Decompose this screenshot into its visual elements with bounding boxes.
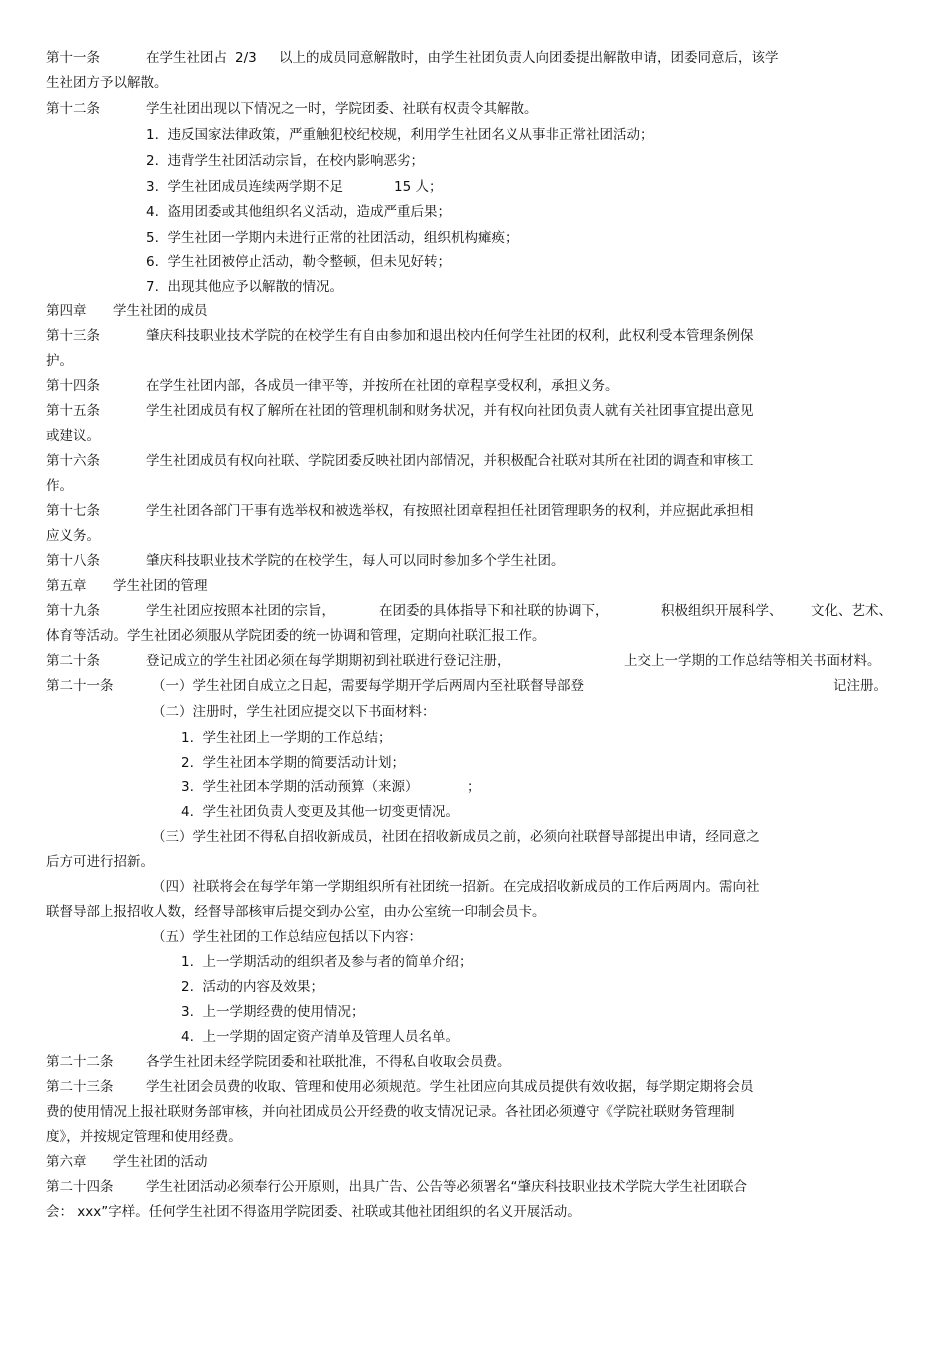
text-line-26-0: （二）注册时，学生社团应提交以下书面材料： [152, 704, 436, 720]
text-line-16-1: 学生社团成员有权向社联、学院团委反映社团内部情况，并积极配合社联对其所在社团的调查和审核工 [146, 453, 754, 469]
text-line-4-0: 2. 违背学生社团活动宗旨，在校内影响恶劣； [146, 153, 424, 169]
text-line-10-0: 第四章 [46, 303, 87, 319]
text-line-32-0: 后方可进行招新。 [46, 854, 154, 870]
text-line-19-0: 应义务。 [46, 528, 100, 544]
text-line-34-0: 联督导部上报招收人数，经督导部核审后提交到办公室，由办公室统一印制会员卡。 [46, 904, 546, 920]
text-line-28-0: 2. 学生社团本学期的简要活动计划； [181, 755, 405, 771]
text-line-11-1: 肇庆科技职业技术学院的在校学生有自由参加和退出校内任何学生社团的权利，此权利受本管理条例保 [146, 328, 754, 344]
text-line-22-2: 在团委的具体指导下和社联的协调下， [379, 603, 609, 619]
text-line-29-0: 3. 学生社团本学期的活动预算（来源） [181, 779, 419, 795]
text-line-5-0: 3. 学生社团成员连续两学期不足 [146, 179, 343, 195]
text-line-13-1: 在学生社团内部，各成员一律平等，并按所在社团的章程享受权利，承担义务。 [146, 378, 619, 394]
text-line-10-1: 学生社团的成员 [113, 303, 208, 319]
text-line-44-0: 第六章 [46, 1154, 87, 1170]
text-line-23-0: 体育等活动。学生社团必须服从学院团委的统一协调和管理，定期向社联汇报工作。 [46, 628, 546, 644]
text-line-37-0: 2. 活动的内容及效果； [181, 979, 324, 995]
text-line-20-1: 肇庆科技职业技术学院的在校学生，每人可以同时参加多个学生社团。 [146, 553, 565, 569]
text-line-16-0: 第十六条 [46, 453, 100, 469]
text-line-35-0: （五）学生社团的工作总结应包括以下内容： [152, 929, 422, 945]
text-line-9-0: 7. 出现其他应予以解散的情况。 [146, 279, 343, 295]
text-line-21-0: 第五章 [46, 578, 87, 594]
text-line-25-1: （一）学生社团自成立之日起，需要每学期开学后两周内至社联督导部登 [152, 678, 584, 694]
text-line-27-0: 1. 学生社团上一学期的工作总结； [181, 730, 392, 746]
text-line-22-1: 学生社团应按照本社团的宗旨， [146, 603, 335, 619]
text-line-24-2: 上交上一学期的工作总结等相关书面材料。 [624, 653, 881, 669]
text-line-25-2: 记注册。 [833, 678, 887, 694]
text-line-0-1: 在学生社团占 [146, 50, 227, 66]
text-line-25-0: 第二十一条 [46, 678, 114, 694]
text-line-0-2: 2/3 [235, 50, 257, 66]
text-line-44-1: 学生社团的活动 [113, 1154, 208, 1170]
text-line-6-0: 4. 盗用团委或其他组织名义活动，造成严重后果； [146, 204, 451, 220]
text-line-14-1: 学生社团成员有权了解所在社团的管理机制和财务状况，并有权向社团负责人就有关社团事宜提出意见 [146, 403, 754, 419]
text-line-15-0: 或建议。 [46, 428, 100, 444]
text-line-42-0: 费的使用情况上报社联财务部审核，并向社团成员公开经费的收支情况记录。各社团必须遵守《学院社联财务管理制 [46, 1104, 735, 1120]
text-line-39-0: 4. 上一学期的固定资产清单及管理人员名单。 [181, 1029, 459, 1045]
text-line-43-0: 度》，并按规定管理和使用经费。 [46, 1129, 242, 1145]
text-line-24-1: 登记成立的学生社团必须在每学期期初到社联进行登记注册， [146, 653, 511, 669]
text-line-40-1: 各学生社团未经学院团委和社联批准，不得私自收取会员费。 [146, 1054, 511, 1070]
text-line-5-1: 15 人； [394, 179, 443, 195]
text-line-1-0: 生社团方予以解散。 [46, 75, 168, 91]
text-line-18-1: 学生社团各部门干事有选举权和被选举权，有按照社团章程担任社团管理职务的权利，并应据此承担相 [146, 503, 754, 519]
text-line-21-1: 学生社团的管理 [113, 578, 208, 594]
text-line-33-0: （四）社联将会在每学年第一学期组织所有社团统一招新。在完成招收新成员的工作后两周内。需向社 [152, 879, 760, 895]
text-line-18-0: 第十七条 [46, 503, 100, 519]
text-line-30-0: 4. 学生社团负责人变更及其他一切变更情况。 [181, 804, 459, 820]
text-line-29-1: ； [467, 779, 481, 795]
text-line-36-0: 1. 上一学期活动的组织者及参与者的简单介绍； [181, 954, 473, 970]
text-line-24-0: 第二十条 [46, 653, 100, 669]
text-line-0-3: 以上的成员同意解散时，由学生社团负责人向团委提出解散申请，团委同意后，该学 [279, 50, 779, 66]
text-line-45-0: 第二十四条 [46, 1179, 114, 1195]
text-line-11-0: 第十三条 [46, 328, 100, 344]
text-line-2-0: 第十二条 [46, 101, 100, 117]
text-line-13-0: 第十四条 [46, 378, 100, 394]
text-line-46-0: 会： xxx”字样。任何学生社团不得盗用学院团委、社联或其他社团组织的名义开展活动。 [46, 1204, 581, 1220]
text-line-20-0: 第十八条 [46, 553, 100, 569]
text-line-41-0: 第二十三条 [46, 1079, 114, 1095]
text-line-45-1: 学生社团活动必须奉行公开原则，出具广告、公告等必须署名“肇庆科技职业技术学院大学生社团联合 [146, 1179, 747, 1195]
text-line-40-0: 第二十二条 [46, 1054, 114, 1070]
text-line-12-0: 护。 [46, 353, 73, 369]
text-line-14-0: 第十五条 [46, 403, 100, 419]
text-line-22-4: 文化、艺术、 [811, 603, 892, 619]
text-line-3-0: 1. 违反国家法律政策，严重触犯校纪校规，利用学生社团名义从事非正常社团活动； [146, 127, 654, 143]
text-line-22-0: 第十九条 [46, 603, 100, 619]
text-line-0-0: 第十一条 [46, 50, 100, 66]
text-line-22-3: 积极组织开展科学、 [661, 603, 783, 619]
text-line-38-0: 3. 上一学期经费的使用情况； [181, 1004, 365, 1020]
text-line-7-0: 5. 学生社团一学期内未进行正常的社团活动，组织机构瘫痪； [146, 230, 519, 246]
text-line-2-1: 学生社团出现以下情况之一时，学院团委、社联有权责令其解散。 [146, 101, 538, 117]
text-line-31-0: （三）学生社团不得私自招收新成员，社团在招收新成员之前，必须向社联督导部提出申请，经同意之 [152, 829, 760, 845]
text-line-17-0: 作。 [46, 478, 73, 494]
text-line-8-0: 6. 学生社团被停止活动，勒令整顿，但未见好转； [146, 254, 451, 270]
text-line-41-1: 学生社团会员费的收取、管理和使用必须规范。学生社团应向其成员提供有效收据，每学期定期将会员 [146, 1079, 754, 1095]
